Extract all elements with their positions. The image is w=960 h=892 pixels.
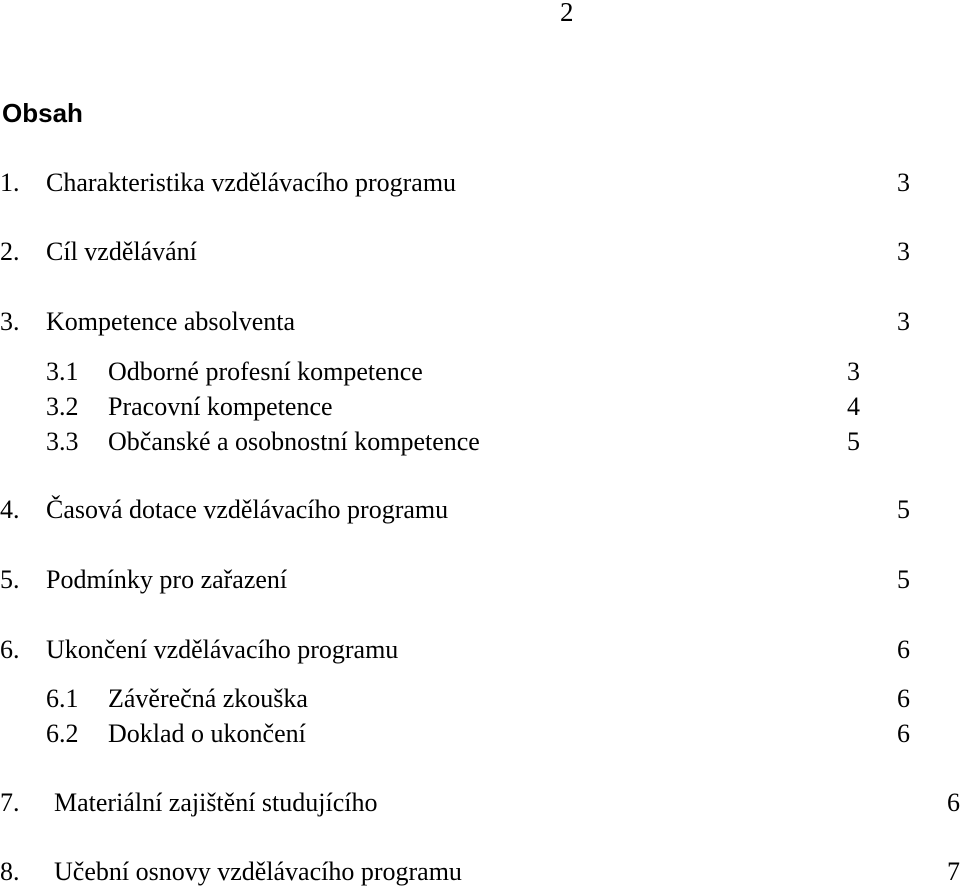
toc-entry-title: Podmínky pro zařazení [46,565,288,594]
toc-entry-number: 7. [0,788,20,817]
toc-entry-title: Materiální zajištění studujícího [54,788,378,817]
toc-entry-title: Pracovní kompetence [108,392,333,421]
toc-entry-number: 3.1 [46,357,79,386]
toc-entry-title: Učební osnovy vzdělávacího programu [54,857,462,886]
toc-entry-number: 2. [0,237,20,266]
toc-heading: Obsah [2,98,83,128]
toc-entry-page: 3 [847,357,860,386]
page-number: 2 [560,0,574,27]
toc-entry-title: Doklad o ukončení [108,719,306,748]
toc-entry-number: 3. [0,307,20,336]
toc-entry-page: 3 [897,237,910,266]
toc-entry-number: 6.2 [46,719,79,748]
toc-entry-number: 4. [0,495,20,524]
toc-entry-page: 6 [947,788,960,817]
toc-entry-number: 6.1 [46,684,79,713]
toc-entry-number: 3.2 [46,392,79,421]
toc-entry-title: Kompetence absolventa [46,307,296,336]
toc-entry-title: Občanské a osobnostní kompetence [108,427,480,456]
toc-entry-page: 3 [897,168,910,197]
toc-entry-page: 5 [897,495,910,524]
toc-entry-page: 6 [897,719,910,748]
toc-entry-page: 5 [847,427,860,456]
toc-entry-page: 7 [947,857,960,886]
toc-entry-title: Cíl vzdělávání [46,237,197,266]
toc-entry-number: 1. [0,168,20,197]
toc-entry-page: 4 [847,392,860,421]
toc-entry-number: 3.3 [46,427,79,456]
toc-entry-title: Závěrečná zkouška [108,684,308,713]
toc-entry-title: Ukončení vzdělávacího programu [46,635,399,664]
toc-entry-page: 5 [897,565,910,594]
toc-entry-title: Charakteristika vzdělávacího programu [46,168,457,197]
toc-entry-page: 3 [897,307,910,336]
toc-entry-page: 6 [897,684,910,713]
toc-entry-number: 5. [0,565,20,594]
toc-entry-page: 6 [897,635,910,664]
toc-entry-title: Odborné profesní kompetence [108,357,423,386]
toc-entry-number: 6. [0,635,20,664]
toc-entry-number: 8. [0,857,20,886]
toc-entry-title: Časová dotace vzdělávacího programu [46,495,449,524]
